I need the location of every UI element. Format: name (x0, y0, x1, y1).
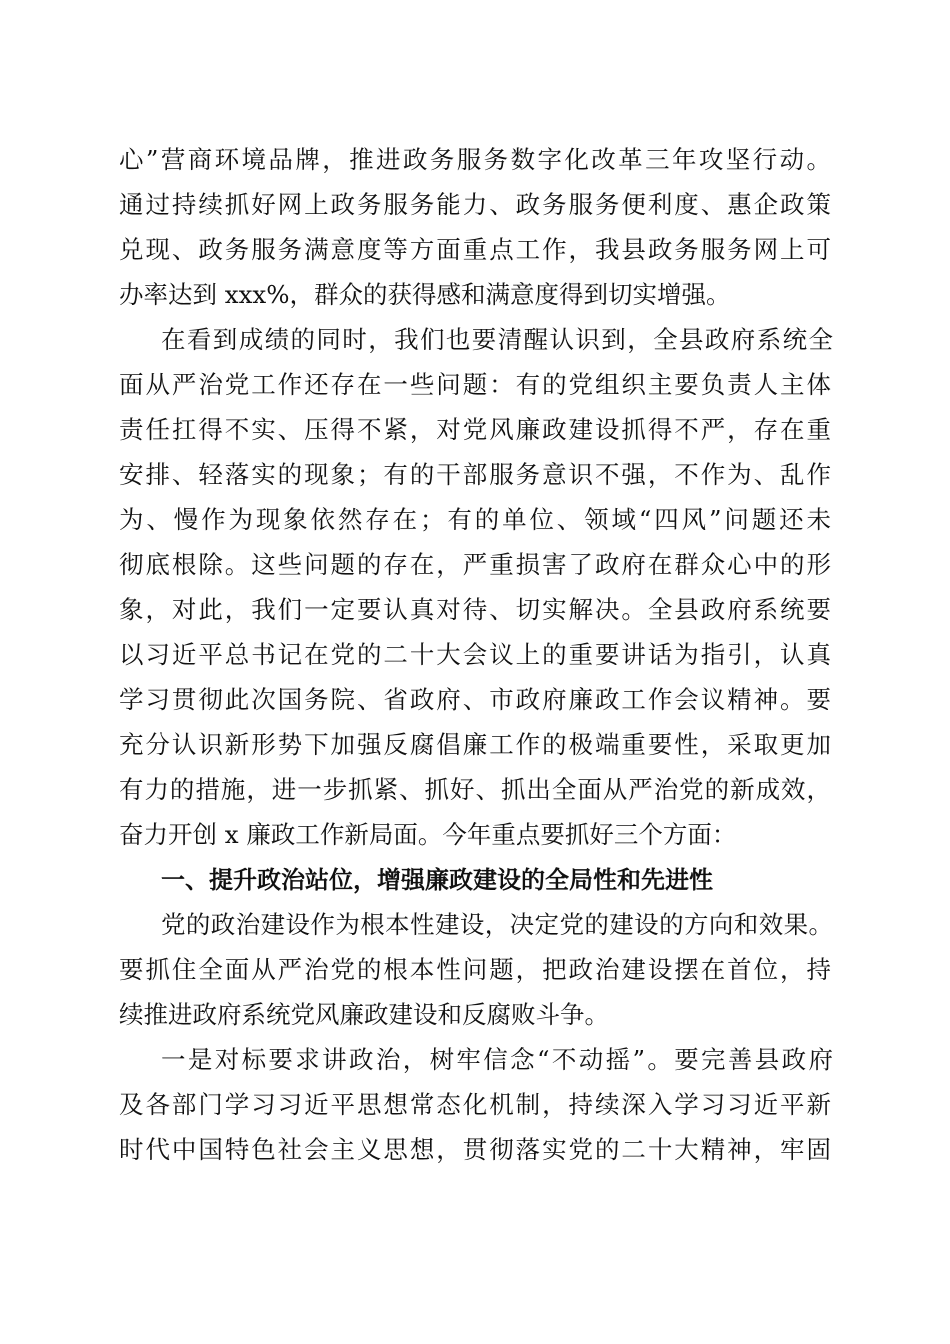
text-line: 有力的措施，进一步抓紧、抓好、抓出全面从严治党的新成效， (119, 775, 831, 804)
text-line: 办率达到 xxx%，群众的获得感和满意度得到切实增强。 (119, 280, 731, 309)
text-line: 安排、轻落实的现象；有的干部服务意识不强，不作为、乱作 (119, 460, 831, 489)
text-line: 续推进政府系统党风廉政建设和反腐败斗争。 (119, 1000, 609, 1029)
text-line: 奋力开创 x 廉政工作新局面。今年重点要抓好三个方面： (119, 820, 737, 849)
text-line: 以习近平总书记在党的二十大会议上的重要讲话为指引，认真 (119, 640, 831, 669)
text-line: 兑现、政务服务满意度等方面重点工作，我县政务服务网上可 (119, 235, 831, 264)
text-line: 时代中国特色社会主义思想，贯彻落实党的二十大精神，牢固 (119, 1135, 831, 1164)
text-line: 责任扛得不实、压得不紧，对党风廉政建设抓得不严，存在重 (119, 415, 831, 444)
text-line: 充分认识新形势下加强反腐倡廉工作的极端重要性，采取更加 (119, 730, 831, 759)
text-line: 通过持续抓好网上政务服务能力、政务服务便利度、惠企政策 (119, 190, 831, 219)
text-line: 为、慢作为现象依然存在；有的单位、领域“四风”问题还未 (119, 505, 831, 534)
text-line: 学习贯彻此次国务院、省政府、市政府廉政工作会议精神。要 (119, 685, 831, 714)
paragraph-first-line: 党的政治建设作为根本性建设，决定党的建设的方向和效果。 (161, 910, 833, 939)
text-line: 心”营商环境品牌，推进政务服务数字化改革三年攻坚行动。 (119, 145, 831, 174)
paragraph-first-line: 一是对标要求讲政治，树牢信念“不动摇”。要完善县政府 (161, 1045, 833, 1074)
text-line: 彻底根除。这些问题的存在，严重损害了政府在群众心中的形 (119, 550, 831, 579)
text-line: 及各部门学习习近平思想常态化机制，持续深入学习习近平新 (119, 1090, 831, 1119)
text-line: 要抓住全面从严治党的根本性问题，把政治建设摆在首位，持 (119, 955, 831, 984)
text-line: 面从严治党工作还存在一些问题：有的党组织主要负责人主体 (119, 370, 831, 399)
section-heading: 一、提升政治站位，增强廉政建设的全局性和先进性 (161, 866, 713, 894)
paragraph-first-line: 在看到成绩的同时，我们也要清醒认识到，全县政府系统全 (161, 325, 833, 354)
text-line: 象，对此，我们一定要认真对待、切实解决。全县政府系统要 (119, 595, 831, 624)
